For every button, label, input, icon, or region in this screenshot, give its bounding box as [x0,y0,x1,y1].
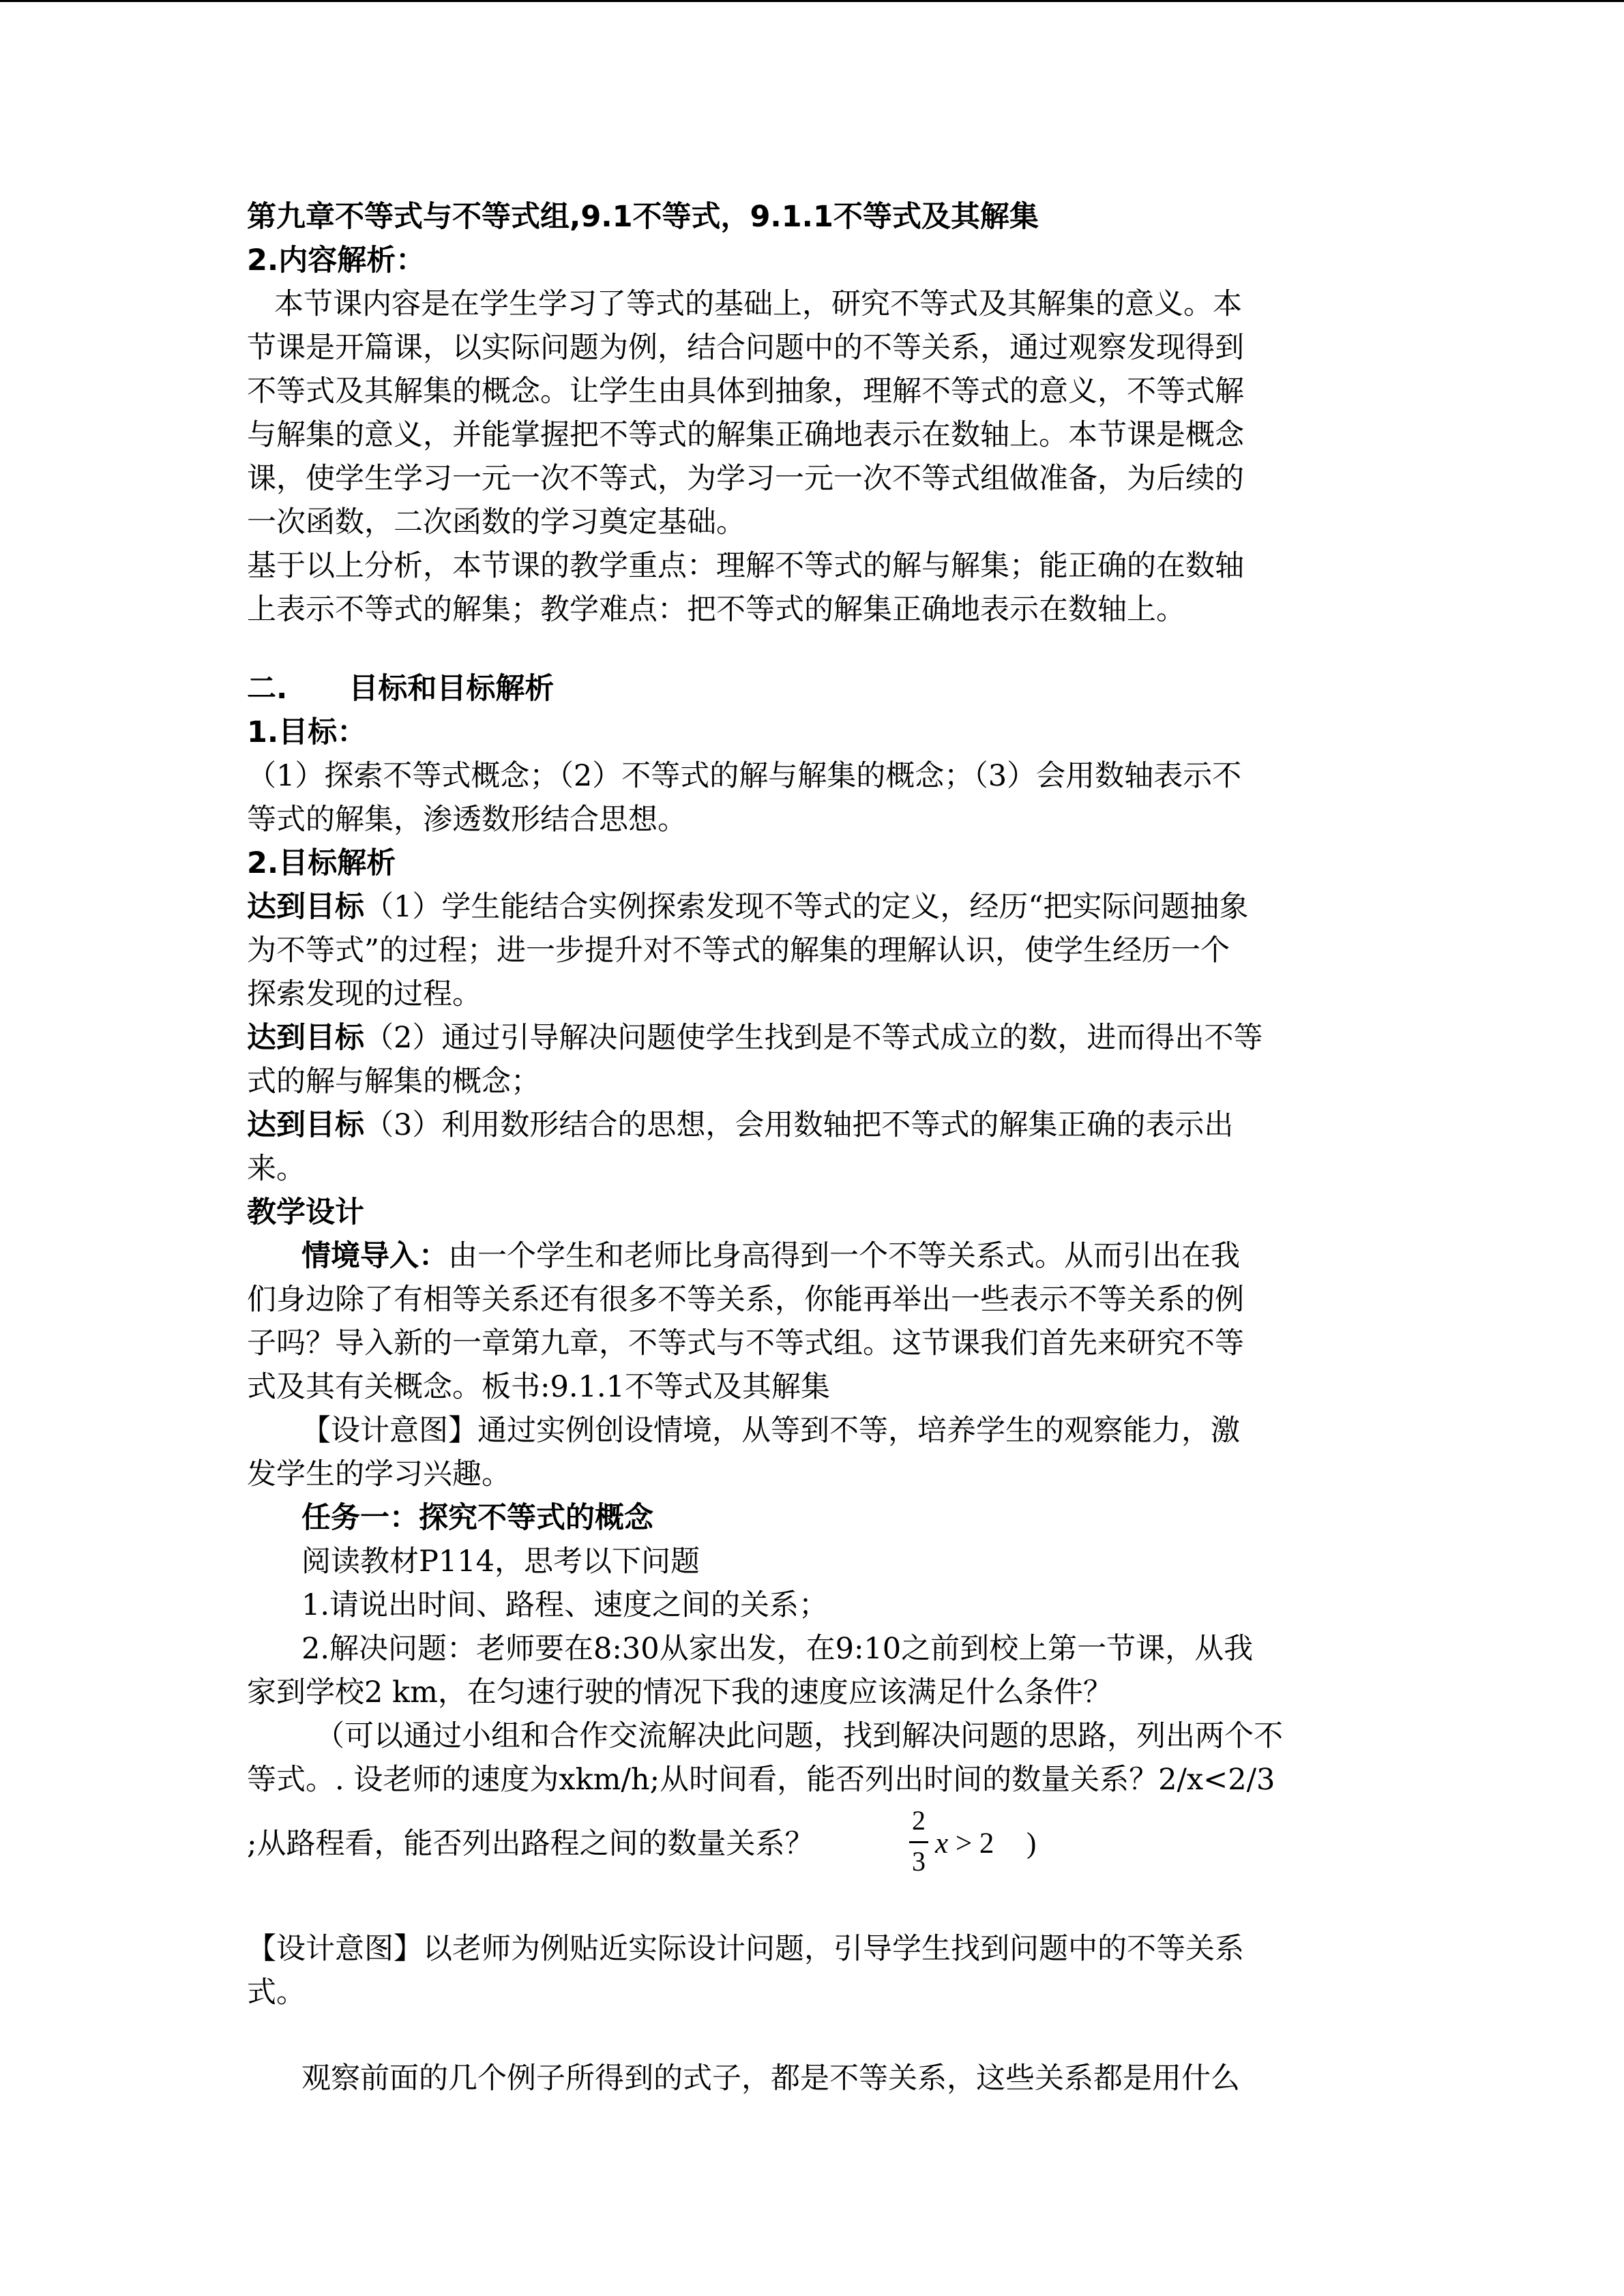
inequality-rest [935,1822,994,1866]
task-1-line-2: 1.请说出时间、路程、速度之间的关系； [301,1588,829,1622]
target-3-text: （3）利用数形结合的思想，会用数轴把不等式的解集正确的表示出 [364,1108,1234,1142]
target-1-text: （1）学生能结合实例探索发现不等式的定义，经历“把实际问题抽象 [364,890,1249,924]
fraction-numerator: 2 [912,1805,926,1836]
fraction-bar [909,1841,928,1843]
content-analysis-heading: 2.内容解析： [247,243,426,278]
goal-heading: 1.目标： [247,715,367,749]
content-line-1: 本节课内容是在学生学习了等式的基础上，研究不等式及其解集的意义。本 [274,287,1242,321]
intent-2-line-2: 式。 [247,1976,306,2010]
document-title: 第九章不等式与不等式组,9.1不等式，9.1.1不等式及其解集 [247,200,1039,234]
target-3-line-2: 来。 [247,1152,306,1186]
content-line-3: 不等式及其解集的概念。让学生由具体到抽象，理解不等式的意义，不等式解 [247,374,1244,408]
target-1-label: 达到目标 [247,890,364,924]
content-line-2: 节课是开篇课，以实际问题为例，结合问题中的不等关系，通过观察发现得到 [247,331,1244,365]
page-top-border [0,0,1624,2]
task-1-line-3: 2.解决问题：老师要在8:30从家出发，在9:10之前到校上第一节课，从我 [301,1632,1254,1666]
document-page [247,195,1378,2100]
goal-line-2: 等式的解集，渗透数形结合思想。 [247,803,687,837]
goal-analysis-heading: 2.目标解析 [247,846,396,880]
discussion-line-2: 等式。. 设老师的速度为xkm/h;从时间看，能否列出时间的数量关系？2/x<2/3 [247,1763,1275,1797]
task-1-line-1: 阅读教材P114，思考以下问题 [301,1545,700,1579]
goals-section-title: 目标和目标解析 [349,672,555,706]
fraction-denominator: 3 [912,1846,926,1877]
target-2-line-1 [247,1016,1378,1060]
intent-1-line-2: 发学生的学习兴趣。 [247,1457,511,1491]
target-2-line-2: 式的解与解集的概念； [247,1064,540,1099]
distance-inequality-formula [905,1802,1137,1886]
distance-relation-line [247,1802,1378,1886]
goals-section-number: 二. [247,672,288,706]
target-3-line-1 [247,1103,1378,1147]
goals-section-heading [247,667,1378,711]
closing-parenthesis: ) [1027,1828,1037,1860]
teaching-design-heading: 教学设计 [247,1195,364,1229]
intro-text: 由一个学生和老师比身高得到一个不等关系式。从而引出在我 [448,1239,1240,1273]
target-2-label: 达到目标 [247,1021,364,1055]
target-1-line-2: 为不等式”的过程；进一步提升对不等式的解集的理解认识，使学生经历一个 [247,934,1230,968]
intro-line-3: 子吗？导入新的一章第九章，不等式与不等式组。这节课我们首先来研究不等 [247,1326,1244,1360]
content-line-5: 课，使学生学习一元一次不等式，为学习一元一次不等式组做准备，为后续的 [247,462,1244,496]
observation-line: 观察前面的几个例子所得到的式子，都是不等关系，这些关系都是用什么 [301,2061,1240,2096]
task-1-line-4: 家到学校2 km，在匀速行驶的情况下我的速度应该满足什么条件？ [247,1675,1112,1710]
target-1-line-1 [247,885,1378,929]
inequality-relation: > 2 [955,1828,994,1860]
intro-line-4: 式及其有关概念。板书:9.1.1不等式及其解集 [247,1370,830,1404]
intro-line-1 [247,1234,1378,1278]
content-line-4: 与解集的意义，并能掌握把不等式的解集正确地表示在数轴上。本节课是概念 [247,418,1244,452]
intro-label: 情境导入： [301,1239,448,1273]
task-1-heading: 任务一：探究不等式的概念 [301,1501,653,1535]
content-line-8: 上表示不等式的解集；教学难点：把不等式的解集正确地表示在数轴上。 [247,593,1185,627]
intro-line-2: 们身边除了有相等关系还有很多不等关系，你能再举出一些表示不等关系的例 [247,1283,1244,1317]
target-1-line-3: 探索发现的过程。 [247,977,482,1011]
intent-2-line-1: 【设计意图】以老师为例贴近实际设计问题，引导学生找到问题中的不等关系 [247,1932,1244,1966]
intent-1-line-1: 【设计意图】通过实例创设情境，从等到不等，培养学生的观察能力，激 [301,1414,1240,1448]
content-line-7: 基于以上分析，本节课的教学重点：理解不等式的解与解集；能正确的在数轴 [247,549,1244,583]
discussion-line-1: （可以通过小组和合作交流解决此问题，找到解决问题的思路，列出两个不 [315,1719,1283,1753]
target-2-text: （2）通过引导解决问题使学生找到是不等式成立的数，进而得出不等 [364,1021,1263,1055]
goal-line-1: （1）探索不等式概念；（2）不等式的解与解集的概念；（3）会用数轴表示不 [247,759,1242,793]
target-3-label: 达到目标 [247,1108,364,1142]
distance-relation-text: ;从路程看，能否列出路程之间的数量关系？ [247,1827,814,1861]
inequality-variable: x [935,1828,949,1860]
content-line-6: 一次函数，二次函数的学习奠定基础。 [247,505,745,539]
